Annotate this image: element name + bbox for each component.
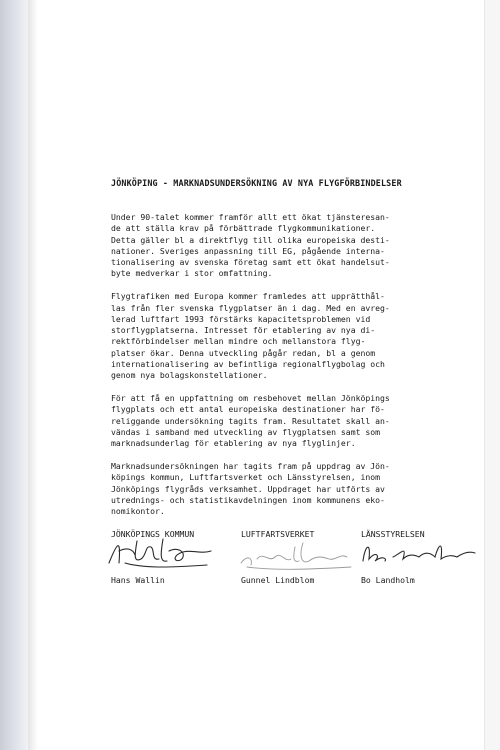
signature-hans-wallin: [107, 533, 217, 573]
signature-block: [111, 529, 471, 589]
signature-bo-landholm: [357, 533, 477, 573]
signature-gunnel-lindblom: [237, 533, 357, 573]
signatory-lansstyrelsen: [361, 529, 425, 586]
signatory-org: LÄNSSTYRELSEN: [361, 529, 425, 540]
document-title: JÖNKÖPING - MARKNADSUNDERSÖKNING AV NYA FLYGFÖRBINDELSER: [111, 178, 402, 188]
signatory-luftfartsverket: [241, 529, 315, 586]
document-body: [111, 178, 471, 589]
paragraph-1: Under 90-talet kommer framför allt ett ökat tjänsteresan- de att ställa krav på förbättrade flygkommunikationer. Detta gäller bl a direktflyg till olika europeiska desti- nationer. Sveriges anpassning till EG, pågående interna- tionalisering av svenska företag samt ett ökat handelsut- byte medverkar i stor omfattning.: [111, 212, 390, 279]
signatory-org: LUFTFARTSVERKET: [241, 529, 315, 540]
signatory-name: Gunnel Lindblom: [241, 575, 315, 586]
paragraph-4: Marknadsundersökningen har tagits fram på uppdrag av Jön- köpings kommun, Luftfartsverket och Länsstyrelsen, inom Jönköpings flygråds verksamhet. Uppdraget har utförts av utrednings- och statistikavdelningen inom kommunens eko- nomikontor.: [111, 461, 390, 517]
paragraph-3: För att få en uppfattning om resbehovet mellan Jönköpings flygplats och ett antal europeiska destinationer har fö- religgande undersökning tagits fram. Resultatet skall an- vändas i samband med utveckling av flygplatsen samt som marknadsunderlag för etablering av nya flyglinjer.: [111, 393, 390, 449]
binder-spine: [0, 0, 28, 750]
page-edge: [484, 0, 500, 750]
signatory-org: JÖNKÖPINGS KOMMUN: [111, 529, 195, 540]
signatory-kommun: [111, 529, 195, 586]
signatory-name: Bo Landholm: [361, 575, 415, 586]
paragraph-2: Flygtrafiken med Europa kommer framledes att upprätthål- las från fler svenska flygplatser än i dag. Med en avreg- lerad luftfart 1993 förstärks kapacitetsproblemen vid storflygplatserna. Intresset för etablering av nya di- rektförbindelser mellan mindre och mellanstora flyg- platser ökar. Denna utveckling pågår redan, bl a genom internationalisering av befintliga regionalflygbolag och genom nya bolagskonstellationer.: [111, 291, 390, 381]
signatory-name: Hans Wallin: [111, 575, 165, 586]
binder-shadow: [28, 0, 38, 750]
